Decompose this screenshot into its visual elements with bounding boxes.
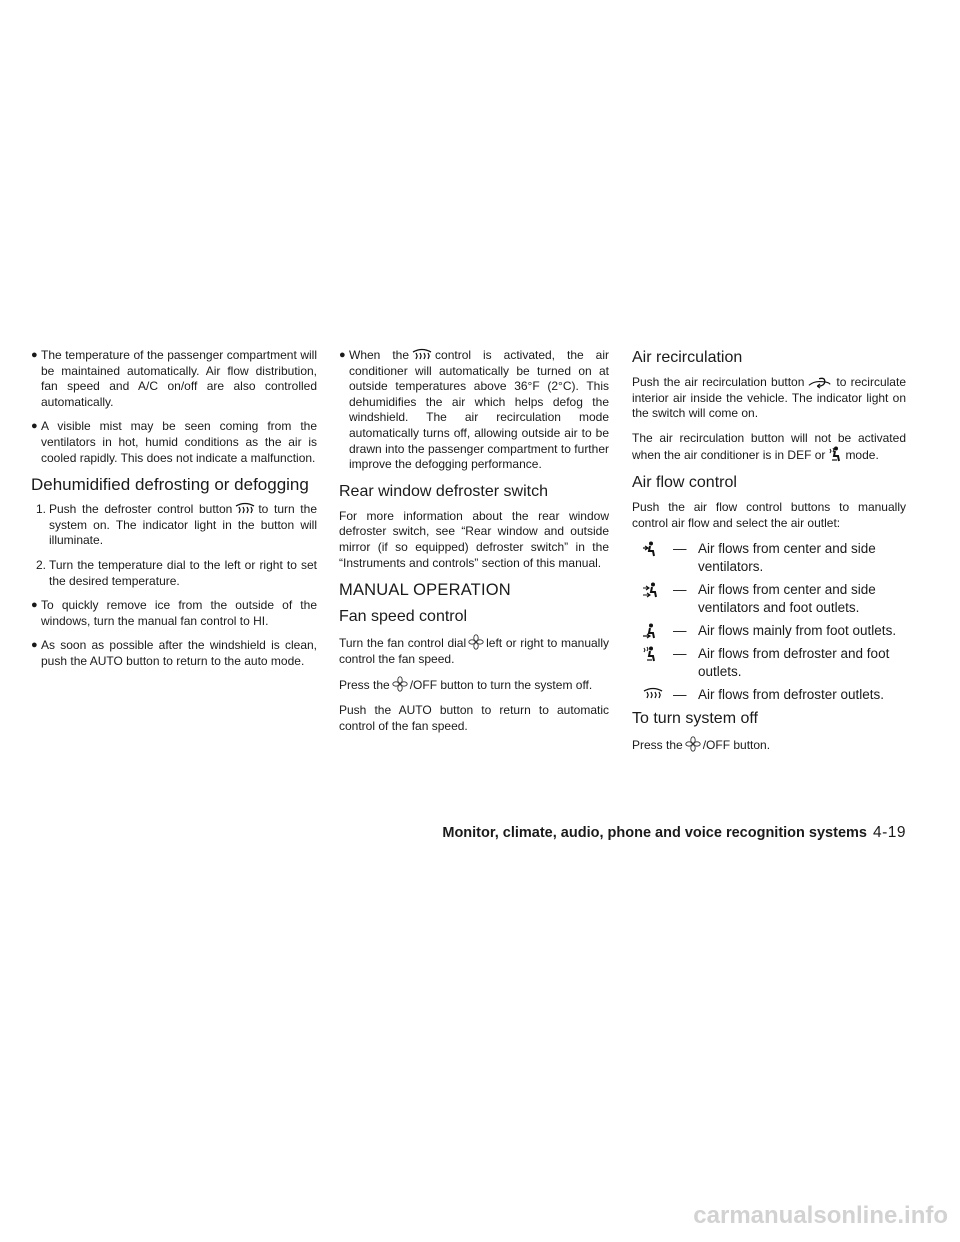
watermark: carmanualsonline.info bbox=[693, 1202, 948, 1229]
step-1: 1. Push the defroster control button to turn the system on. The indicator light in the button will illuminate. bbox=[36, 502, 317, 548]
dash: — bbox=[673, 541, 687, 557]
flow-item-defrost: — Air flows from defroster outlets. bbox=[632, 686, 906, 704]
fan-paragraph-1: Turn the fan control dial left or right to manually control the fan speed. bbox=[339, 636, 610, 666]
bullet-return-auto: ● As soon as possible after the windshield is clean, push the AUTO button to return to the auto mode. bbox=[31, 638, 317, 668]
column-1 bbox=[31, 348, 317, 679]
recirc-paragraph-1: Push the air recirculation button to recirculate interior air inside the vehicle. The indicator light on the switch will come on. bbox=[632, 375, 906, 421]
bullet-mark: ● bbox=[31, 420, 38, 433]
bullet-remove-ice: ● To quickly remove ice from the outside of the windows, turn the manual fan control to HI. bbox=[31, 598, 317, 628]
heading-rear-window-defroster: Rear window defroster switch bbox=[339, 482, 548, 500]
bullet-mark: ● bbox=[31, 599, 38, 612]
flow-item-face: — Air flows from center and side ventilators. bbox=[632, 540, 906, 576]
heading-turn-system-off: To turn system off bbox=[632, 710, 758, 728]
fan-paragraph-2: Press the /OFF button to turn the system off. bbox=[339, 678, 593, 693]
air-flow-paragraph: Push the air flow control buttons to manually control air flow and select the air outlet: bbox=[632, 499, 906, 530]
column-3 bbox=[632, 348, 906, 763]
step-number: 2. bbox=[36, 557, 47, 572]
vent-foot-icon bbox=[642, 623, 658, 644]
dash: — bbox=[673, 646, 687, 662]
turn-off-paragraph: Press the /OFF button. bbox=[632, 738, 771, 753]
step-number: 1. bbox=[36, 502, 47, 517]
fan-icon bbox=[392, 676, 408, 692]
heading-manual-operation: MANUAL OPERATION bbox=[339, 581, 511, 600]
footer-section-title: Monitor, climate, audio, phone and voice recognition systems bbox=[442, 825, 867, 841]
defroster-icon bbox=[411, 348, 433, 362]
page-number: 4-19 bbox=[872, 824, 906, 841]
vent-bilevel-icon bbox=[642, 582, 660, 603]
fan-paragraph-3: Push the AUTO button to return to automatic control of the fan speed. bbox=[339, 702, 609, 733]
dash: — bbox=[673, 623, 687, 639]
vent-defrost-foot-icon bbox=[827, 446, 843, 462]
flow-item-foot: — Air flows mainly from foot outlets. bbox=[632, 622, 906, 640]
heading-dehumidified-defrosting: Dehumidified defrosting or defogging bbox=[31, 475, 309, 495]
step-2: 2. Turn the temperature dial to the left or right to set the desired temperature. bbox=[36, 557, 317, 588]
vent-face-icon bbox=[642, 541, 658, 562]
dash: — bbox=[673, 582, 687, 598]
vent-defrost-foot-icon bbox=[642, 646, 658, 667]
heading-air-recirculation: Air recirculation bbox=[632, 349, 743, 366]
column-2 bbox=[339, 348, 609, 743]
bullet-defrost-control: ● When the control is activated, the air conditioner will automatically be turned on at outside temperatures above 36°F (2°C). This dehumidifies the air which helps defog the windshield. The air recirculation mode automatically turns off, allowing outside air to be drawn into the passenger compartment to further improve the defogging performance. bbox=[339, 348, 609, 472]
bullet-mark: ● bbox=[339, 349, 346, 361]
bullet-passenger-temperature: ● The temperature of the passenger compartment will be maintained automatically. Air flow distribution, fan speed and A/C on/off are also controlled automatically. bbox=[31, 348, 317, 409]
page-footer bbox=[440, 824, 906, 842]
bullet-mark: ● bbox=[31, 349, 38, 361]
heading-air-flow-control: Air flow control bbox=[632, 473, 737, 491]
recirc-paragraph-2: The air recirculation button will not be activated when the air conditioner is in DEF or mode. bbox=[632, 430, 906, 463]
bullet-visible-mist: ● A visible mist may be seen coming from the ventilators in hot, humid conditions as the air is cooled rapidly. This does not indicate a malfunction. bbox=[31, 419, 317, 465]
defroster-icon bbox=[234, 502, 256, 516]
recirculation-icon bbox=[806, 376, 834, 389]
rear-defroster-paragraph: For more information about the rear window defroster switch, see “Rear window and outside mirror (if so equipped) defroster switch” in the “Instruments and controls” section of this manual. bbox=[339, 508, 609, 570]
dash: — bbox=[673, 687, 687, 703]
fan-icon bbox=[468, 634, 484, 650]
flow-item-bilevel: — Air flows from center and side ventilators and foot outlets. bbox=[632, 581, 906, 617]
bullet-mark: ● bbox=[31, 639, 38, 652]
defroster-icon bbox=[642, 687, 664, 706]
fan-icon bbox=[685, 736, 701, 752]
heading-fan-speed-control: Fan speed control bbox=[339, 608, 468, 626]
flow-item-defrost-foot: — Air flows from defroster and foot outlets. bbox=[632, 645, 906, 681]
